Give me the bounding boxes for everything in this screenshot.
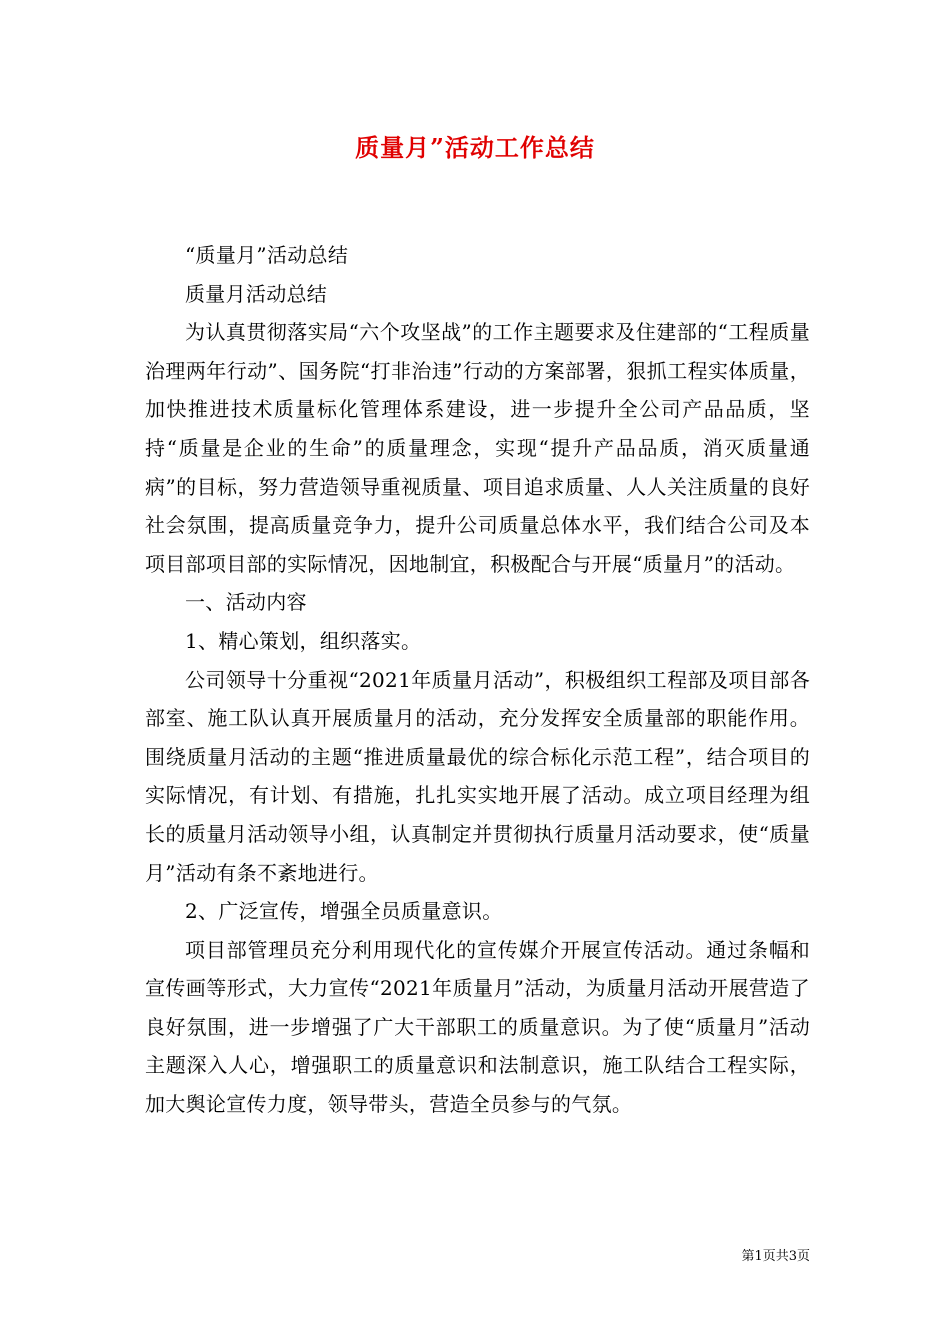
paragraph-publicity: 项目部管理员充分利用现代化的宣传媒介开展宣传活动。通过条幅和宣传画等形式，大力宣传“2021年质量月”活动，为质量月活动开展营造了良好氛围，进一步增强了广大干部职工的质量意识。为了使“质量月”活动主题深入人心，增强职工的质量意识和法制意识，施工队结合工程实际，加大舆论宣传力度，领导带头，营造全员参与的气氛。 — [145, 937, 810, 1117]
paragraph-subtitle-2: 质量月活动总结 — [185, 281, 328, 306]
paragraph-planning: 公司领导十分重视“2021年质量月活动”，积极组织工程部及项目部各部室、施工队认真开展质量月的活动，充分发挥安全质量部的职能作用。围绕质量月活动的主题“推进质量最优的综合标化示范工程”，结合项目的实际情况，有计划、有措施，扎扎实实地开展了活动。成立项目经理为组长的质量月活动领导小组，认真制定并贯彻执行质量月活动要求，使“质量月”活动有条不紊地进行。 — [145, 667, 810, 885]
subsection-heading-2: 2、广泛宣传，增强全员质量意识。 — [185, 899, 503, 924]
page-number: 第1页共3页 — [741, 1249, 810, 1264]
document-title: 质量月”活动工作总结 — [355, 133, 595, 162]
paragraph-intro: 为认真贯彻落实局“六个攻坚战”的工作主题要求及住建部的“工程质量治理两年行动”、国务院“打非治违”行动的方案部署，狠抓工程实体质量，加快推进技术质量标化管理体系建设，进一步提升全公司产品品质，坚持“质量是企业的生命”的质量理念，实现“提升产品品质，消灭质量通病”的目标，努力营造领导重视质量、项目追求质量、人人关注质量的良好社会氛围，提高质量竞争力，提升公司质量总体水平，我们结合公司及本项目部项目部的实际情况，因地制宜，积极配合与开展“质量月”的活动。 — [145, 320, 810, 576]
document-body — [145, 236, 810, 1124]
section-heading-activities: 一、活动内容 — [185, 590, 307, 615]
paragraph-subtitle-1: “质量月”活动总结 — [185, 243, 349, 267]
subsection-heading-1: 1、精心策划，组织落实。 — [185, 628, 422, 653]
